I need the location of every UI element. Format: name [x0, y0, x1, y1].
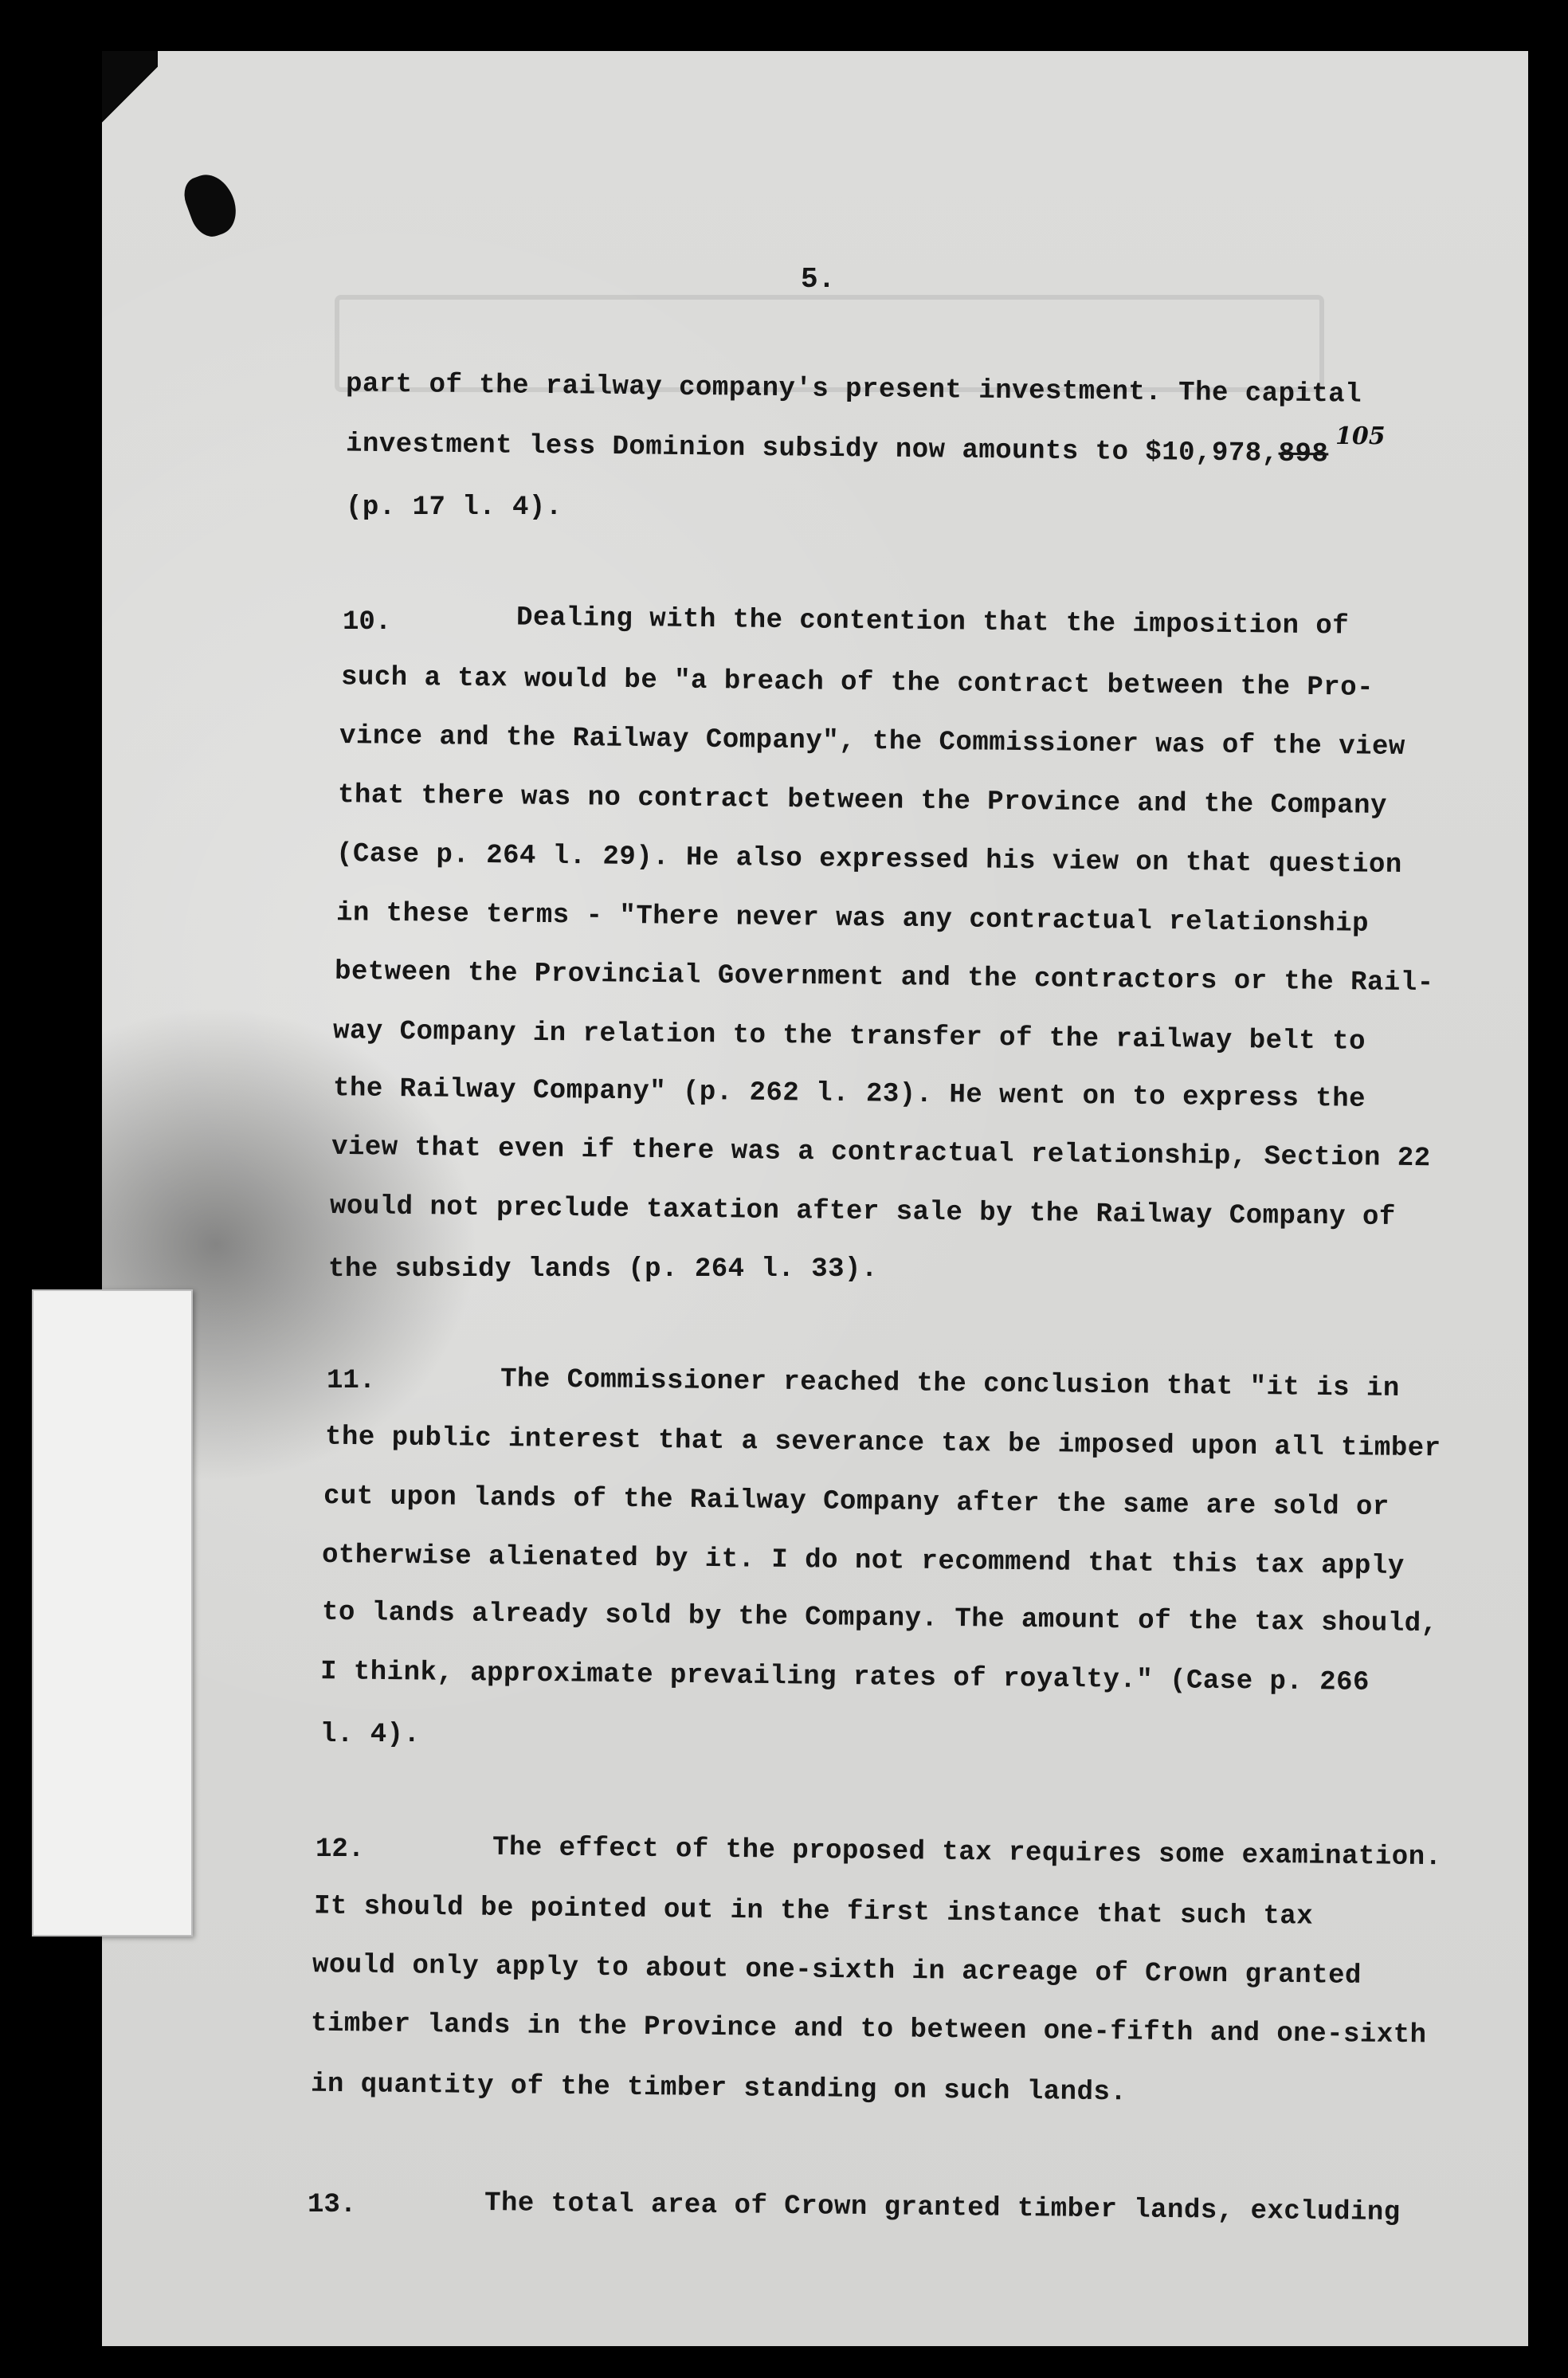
paragraph-line: cut upon lands of the Railway Company after the same are sold or — [323, 1481, 1390, 1524]
paragraph-line: to lands already sold by the Company. The amount of the tax should, — [321, 1597, 1438, 1640]
handwritten-correction: 105 — [1335, 422, 1386, 450]
paragraph-line: in quantity of the timber standing on such lands. — [310, 2069, 1127, 2109]
paragraph-line: It should be pointed out in the first instance that such tax — [313, 1891, 1314, 1933]
struck-out-digits: 898 — [1278, 438, 1329, 470]
paragraph-line: (Case p. 264 l. 29). He also expressed his view on that question — [335, 838, 1402, 881]
paragraph-line: (p. 17 l. 4). — [346, 492, 563, 523]
paragraph-line: would not preclude taxation after sale by the Railway Company of — [329, 1191, 1396, 1234]
paragraph-line: such a tax would be "a breach of the contract between the Pro- — [340, 662, 1374, 704]
paragraph-line: The total area of Crown granted timber lands, excluding — [484, 2188, 1401, 2229]
paragraph-line: the Railway Company" (p. 262 l. 23). He went on to express the — [332, 1073, 1366, 1115]
line-text: investment less Dominion subsidy now amounts to $10,978, — [345, 429, 1279, 469]
paragraph-line: the subsidy lands (p. 264 l. 33). — [328, 1254, 878, 1285]
paragraph-line: would only apply to about one-sixth in acreage of Crown granted — [312, 1950, 1362, 1991]
paragraph-line: view that even if there was a contractual relationship, Section 22 — [331, 1132, 1431, 1175]
paragraph-line: vince and the Railway Company", the Commissioner was of the view — [339, 720, 1405, 763]
paragraph-line: way Company in relation to the transfer of the railway belt to — [332, 1016, 1366, 1058]
paragraph-line: that there was no contract between the Province and the Company — [337, 780, 1388, 822]
paragraph-number: 13. — [308, 2190, 357, 2220]
paragraph-line: in these terms - "There never was any contractual relationship — [335, 898, 1370, 940]
paragraph-number: 12. — [316, 1835, 365, 1865]
paragraph-line: timber lands in the Province and to between one-fifth and one-sixth — [310, 2008, 1427, 2051]
paragraph-line: The Commissioner reached the conclusion that "it is in — [500, 1364, 1400, 1404]
paragraph-number: 11. — [327, 1366, 376, 1396]
paragraph-line: part of the railway company's present investment. The capital — [345, 369, 1362, 410]
paragraph-line: between the Provincial Government and the contractors or the Rail- — [334, 956, 1434, 999]
paragraph-number: 10. — [343, 607, 392, 638]
paragraph-line: the public interest that a severance tax be imposed upon all timber — [324, 1422, 1441, 1465]
page-number: 5. — [801, 263, 836, 296]
paragraph-line: The effect of the proposed tax requires some examination. — [492, 1832, 1442, 1874]
paragraph-line: Dealing with the contention that the imposition of — [515, 602, 1350, 642]
paragraph-line — [346, 430, 1329, 470]
paragraph-line: I think, approximate prevailing rates of royalty." (Case p. 266 — [319, 1657, 1370, 1698]
paragraph-line: otherwise alienated by it. I do not recommend that this tax apply — [321, 1540, 1405, 1583]
paragraph-line: l. 4). — [320, 1720, 421, 1750]
